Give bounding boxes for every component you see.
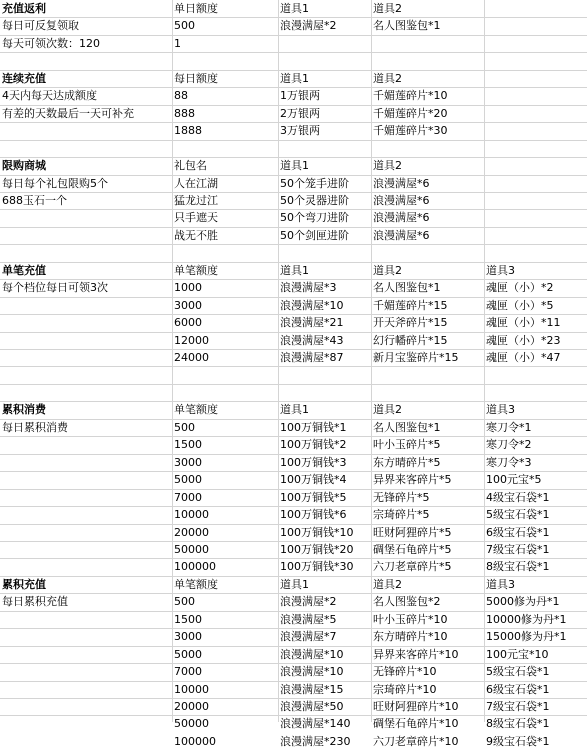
table-cell: 7000 [174, 665, 202, 678]
section-note: 每日累积消费 [2, 421, 68, 434]
table-cell: 10000 [174, 683, 209, 696]
table-cell: 碉堡石龟碎片*10 [373, 717, 459, 730]
table-cell: 88 [174, 89, 188, 102]
table-cell: 旺财阿狸碎片*5 [373, 526, 452, 539]
table-cell: 100万铜钱*4 [280, 473, 347, 486]
section-note: 每日可反复领取 [2, 19, 79, 32]
table-cell: 浪漫满屋*21 [280, 316, 344, 329]
table-cell: 六刀老章碎片*10 [373, 735, 459, 748]
table-cell: 千媚莲碎片*10 [373, 89, 448, 102]
section-title: 连续充值 [2, 72, 46, 85]
table-cell: 浪漫满屋*2 [280, 595, 337, 608]
section-note: 每日每个礼包限购5个 [2, 177, 108, 190]
table-cell: 1500 [174, 438, 202, 451]
section-title: 单笔充值 [2, 264, 46, 277]
table-cell: 名人图鉴包*1 [373, 421, 441, 434]
column-header: 道具2 [373, 264, 402, 277]
table-cell: 浪漫满屋*140 [280, 717, 351, 730]
column-header: 道具2 [373, 403, 402, 416]
table-cell: 魂匣（小）*11 [486, 316, 561, 329]
column-header: 道具1 [280, 72, 309, 85]
column-header: 道具3 [486, 264, 515, 277]
table-cell: 7级宝石袋*1 [486, 543, 550, 556]
table-cell: 50个灵器进阶 [280, 194, 349, 207]
table-cell: 5000 [174, 473, 202, 486]
table-cell: 100元宝*5 [486, 473, 542, 486]
table-cell: 猛龙过江 [174, 194, 218, 207]
section-title: 累积充值 [2, 578, 46, 591]
grid-row-line [0, 244, 587, 245]
table-cell: 东方晴碎片*5 [373, 456, 441, 469]
column-header: 道具2 [373, 2, 402, 15]
table-cell: 100万铜钱*10 [280, 526, 354, 539]
column-header: 道具1 [280, 264, 309, 277]
table-cell: 无锋碎片*5 [373, 491, 430, 504]
column-header: 道具1 [280, 578, 309, 591]
section-title: 充值返利 [2, 2, 46, 15]
table-cell: 7级宝石袋*1 [486, 700, 550, 713]
table-cell: 1500 [174, 613, 202, 626]
table-cell: 10000修为丹*1 [486, 613, 567, 626]
section-note: 有差的天数最后一天可补充 [2, 107, 134, 120]
table-cell: 千媚莲碎片*30 [373, 124, 448, 137]
column-header: 单笔额度 [174, 403, 218, 416]
column-header: 道具3 [486, 578, 515, 591]
table-cell: 50000 [174, 543, 209, 556]
table-cell: 碉堡石龟碎片*5 [373, 543, 452, 556]
table-cell: 宗琦碎片*5 [373, 508, 430, 521]
table-cell: 24000 [174, 351, 209, 364]
table-cell: 5级宝石袋*1 [486, 665, 550, 678]
table-cell: 寒刀令*2 [486, 438, 532, 451]
section-note: 每日累积充值 [2, 595, 68, 608]
table-cell: 100万铜钱*1 [280, 421, 347, 434]
table-cell: 开天斧碎片*15 [373, 316, 448, 329]
table-cell: 1000 [174, 281, 202, 294]
table-cell: 15000修为丹*1 [486, 630, 567, 643]
table-cell: 3万银两 [280, 124, 320, 137]
table-cell: 战无不胜 [174, 229, 218, 242]
table-cell: 7000 [174, 491, 202, 504]
column-header: 道具2 [373, 159, 402, 172]
table-cell: 浪漫满屋*7 [280, 630, 337, 643]
table-cell: 50个弯刀进阶 [280, 211, 349, 224]
table-cell: 100万铜钱*5 [280, 491, 347, 504]
table-cell: 3000 [174, 299, 202, 312]
table-cell: 100万铜钱*20 [280, 543, 354, 556]
column-header: 每日额度 [174, 72, 218, 85]
table-cell: 3000 [174, 630, 202, 643]
table-cell: 5级宝石袋*1 [486, 508, 550, 521]
section-title: 累积消费 [2, 403, 46, 416]
section-note: 688玉石一个 [2, 194, 67, 207]
table-cell: 9级宝石袋*1 [486, 735, 550, 748]
table-cell: 2万银两 [280, 107, 320, 120]
table-cell: 500 [174, 19, 195, 32]
table-cell: 5000 [174, 648, 202, 661]
table-cell: 500 [174, 421, 195, 434]
table-cell: 100万铜钱*2 [280, 438, 347, 451]
column-header: 道具1 [280, 159, 309, 172]
table-cell: 100元宝*10 [486, 648, 549, 661]
table-cell: 人在江湖 [174, 177, 218, 190]
table-cell: 叶小玉碎片*5 [373, 438, 441, 451]
table-cell: 无锋碎片*10 [373, 665, 437, 678]
table-cell: 888 [174, 107, 195, 120]
column-header: 道具1 [280, 403, 309, 416]
table-cell: 4级宝石袋*1 [486, 491, 550, 504]
table-cell: 100000 [174, 735, 216, 748]
table-cell: 浪漫满屋*10 [280, 665, 344, 678]
section-note: 每天可领次数：120 [2, 37, 100, 50]
column-header: 单日额度 [174, 2, 218, 15]
table-cell: 千媚莲碎片*20 [373, 107, 448, 120]
table-cell: 浪漫满屋*43 [280, 334, 344, 347]
table-cell: 8级宝石袋*1 [486, 717, 550, 730]
table-cell: 6000 [174, 316, 202, 329]
table-cell: 1万银两 [280, 89, 320, 102]
table-cell: 异界来客碎片*10 [373, 648, 459, 661]
table-cell: 寒刀令*1 [486, 421, 532, 434]
table-cell: 浪漫满屋*10 [280, 648, 344, 661]
table-cell: 浪漫满屋*6 [373, 177, 430, 190]
table-cell: 100万铜钱*30 [280, 560, 354, 573]
column-header: 道具1 [280, 2, 309, 15]
table-cell: 50个剑匣进阶 [280, 229, 349, 242]
table-cell: 魂匣（小）*47 [486, 351, 561, 364]
table-cell: 8级宝石袋*1 [486, 560, 550, 573]
table-cell: 名人图鉴包*2 [373, 595, 441, 608]
table-cell: 50000 [174, 717, 209, 730]
table-cell: 20000 [174, 700, 209, 713]
column-header: 道具2 [373, 72, 402, 85]
table-cell: 6级宝石袋*1 [486, 683, 550, 696]
column-header: 单笔额度 [174, 578, 218, 591]
table-cell: 六刀老章碎片*5 [373, 560, 452, 573]
table-cell: 只手遮天 [174, 211, 218, 224]
table-cell: 5000修为丹*1 [486, 595, 560, 608]
section-note: 4天内每天达成额度 [2, 89, 97, 102]
table-cell: 千媚莲碎片*15 [373, 299, 448, 312]
table-cell: 名人图鉴包*1 [373, 19, 441, 32]
table-cell: 50个笼手进阶 [280, 177, 349, 190]
table-cell: 浪漫满屋*230 [280, 735, 351, 748]
table-cell: 浪漫满屋*10 [280, 299, 344, 312]
table-cell: 6级宝石袋*1 [486, 526, 550, 539]
table-cell: 浪漫满屋*6 [373, 211, 430, 224]
table-cell: 浪漫满屋*3 [280, 281, 337, 294]
table-cell: 东方晴碎片*10 [373, 630, 448, 643]
table-cell: 浪漫满屋*50 [280, 700, 344, 713]
table-cell: 1 [174, 37, 181, 50]
table-cell: 10000 [174, 508, 209, 521]
table-cell: 浪漫满屋*6 [373, 229, 430, 242]
table-cell: 浪漫满屋*5 [280, 613, 337, 626]
table-cell: 异界来客碎片*5 [373, 473, 452, 486]
grid-row-line [0, 140, 587, 141]
table-cell: 100万铜钱*3 [280, 456, 347, 469]
section-note: 每个档位每日可领3次 [2, 281, 108, 294]
table-cell: 100000 [174, 560, 216, 573]
table-cell: 魂匣（小）*23 [486, 334, 561, 347]
grid-row-line [0, 366, 587, 367]
table-cell: 叶小玉碎片*10 [373, 613, 448, 626]
column-header: 礼包名 [174, 159, 207, 172]
column-header: 道具3 [486, 403, 515, 416]
table-cell: 500 [174, 595, 195, 608]
table-cell: 浪漫满屋*87 [280, 351, 344, 364]
table-cell: 12000 [174, 334, 209, 347]
table-cell: 100万铜钱*6 [280, 508, 347, 521]
column-header: 道具2 [373, 578, 402, 591]
table-cell: 浪漫满屋*6 [373, 194, 430, 207]
table-cell: 魂匣（小）*2 [486, 281, 554, 294]
table-cell: 宗琦碎片*10 [373, 683, 437, 696]
table-cell: 幻行幡碎片*15 [373, 334, 448, 347]
table-cell: 浪漫满屋*15 [280, 683, 344, 696]
table-cell: 寒刀令*3 [486, 456, 532, 469]
column-header: 单笔额度 [174, 264, 218, 277]
grid-row-line [0, 52, 587, 53]
table-cell: 魂匣（小）*5 [486, 299, 554, 312]
table-cell: 20000 [174, 526, 209, 539]
table-cell: 3000 [174, 456, 202, 469]
table-cell: 新月宝鉴碎片*15 [373, 351, 459, 364]
grid-row-line [0, 384, 587, 385]
table-cell: 1888 [174, 124, 202, 137]
table-cell: 名人图鉴包*1 [373, 281, 441, 294]
table-cell: 浪漫满屋*2 [280, 19, 337, 32]
section-title: 限购商城 [2, 159, 46, 172]
table-cell: 旺财阿狸碎片*10 [373, 700, 459, 713]
